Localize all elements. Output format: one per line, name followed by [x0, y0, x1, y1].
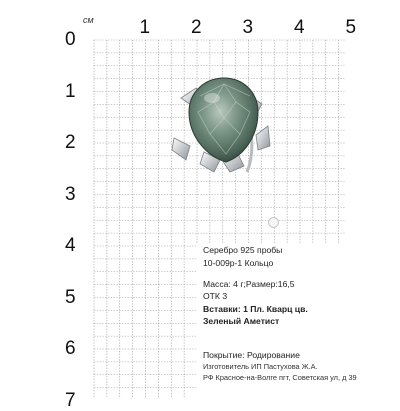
x-axis-label: 4	[294, 17, 305, 38]
y-axis-label: 2	[65, 132, 76, 153]
unit-label: см	[83, 15, 94, 25]
tag-hole	[268, 217, 279, 228]
address-line: РФ Красное-на-Волге пгт, Советская ул, д 39	[203, 373, 357, 382]
x-axis-label: 2	[191, 17, 202, 38]
maker-line: Изготовитель ИП Пастухова Ж.А.	[203, 362, 318, 371]
x-axis-label: 5	[345, 17, 357, 38]
inserts-line-2: Зеленый Аметист	[203, 316, 280, 326]
x-axis-label: 3	[242, 17, 254, 38]
mass-size-line: Масса: 4 г;Размер:16,5	[203, 279, 295, 289]
y-axis-label: 7	[65, 389, 76, 411]
otk-line: ОТК 3	[203, 291, 228, 301]
y-axis-label: 5	[65, 286, 76, 308]
y-axis-label: 3	[65, 183, 76, 205]
y-axis-label: 4	[65, 235, 76, 256]
x-axis-label: 1	[139, 17, 151, 38]
inserts-line: Вставки: 1 Пл. Кварц цв.	[203, 304, 308, 314]
y-axis-label: 0	[65, 29, 76, 50]
article-line: 10-009р-1 Кольцо	[203, 258, 274, 268]
y-axis-label: 1	[65, 80, 76, 102]
y-axis-label: 6	[65, 338, 76, 359]
metal-line: Серебро 925 пробы	[203, 245, 283, 255]
coating-line: Покрытие: Родирование	[203, 350, 300, 360]
